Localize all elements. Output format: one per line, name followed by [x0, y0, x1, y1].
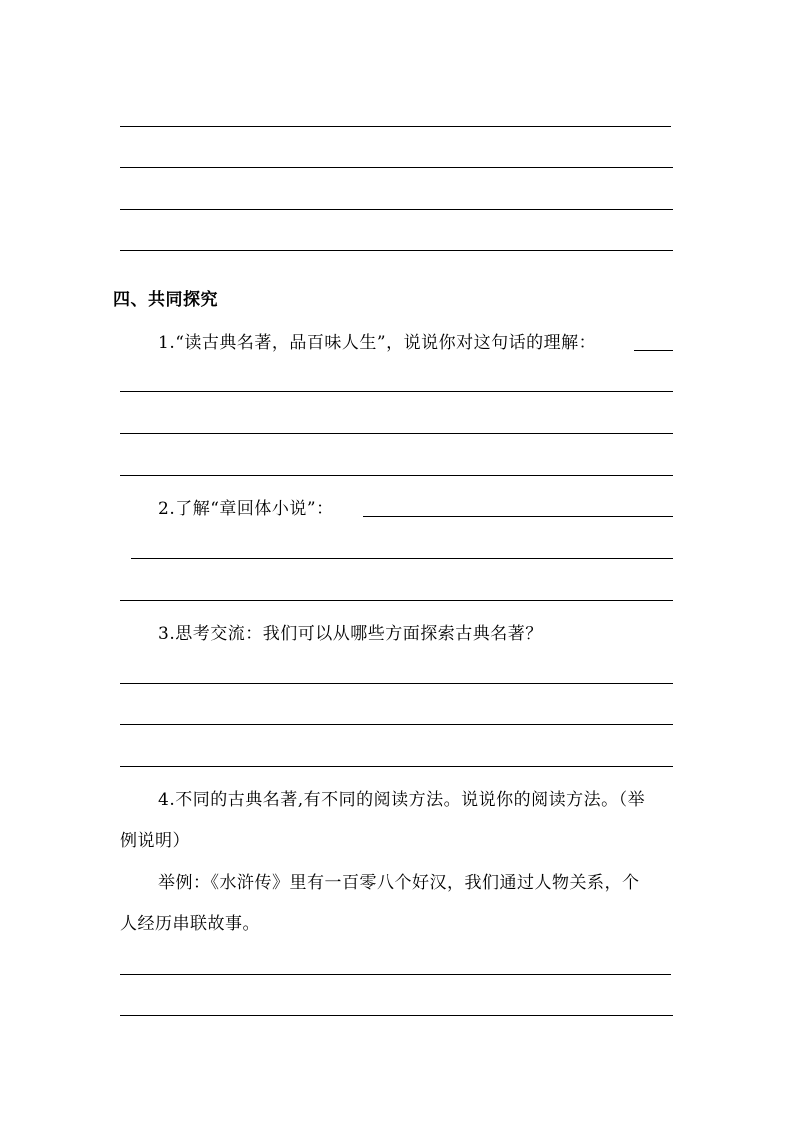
answer-line[interactable]	[120, 126, 671, 127]
question-4-text-line2: 例说明）	[120, 831, 190, 851]
answer-line[interactable]	[120, 766, 673, 767]
answer-line[interactable]	[120, 250, 673, 251]
answer-line[interactable]	[120, 683, 673, 684]
answer-line[interactable]	[120, 1015, 673, 1016]
answer-line-inline[interactable]	[634, 350, 673, 351]
answer-line[interactable]	[120, 391, 673, 392]
answer-line[interactable]	[120, 167, 673, 168]
answer-line[interactable]	[120, 724, 673, 725]
answer-line[interactable]	[120, 209, 673, 210]
answer-line[interactable]	[120, 600, 673, 601]
question-3-text: 3.思考交流：我们可以从哪些方面探索古典名著？	[158, 624, 543, 644]
answer-line[interactable]	[120, 974, 671, 975]
example-line2: 人经历串联故事。	[120, 914, 260, 934]
section-heading: 四、共同探究	[113, 290, 218, 310]
question-4-text-line1: 4.不同的古典名著,有不同的阅读方法。说说你的阅读方法。（举	[158, 790, 646, 810]
answer-line-inline[interactable]	[363, 516, 673, 517]
example-line1: 举例：《水浒传》里有一百零八个好汉，我们通过人物关系，个	[158, 873, 640, 893]
answer-line[interactable]	[120, 433, 673, 434]
answer-line[interactable]	[131, 558, 673, 559]
question-2-text: 2.了解“章回体小说”：	[158, 499, 334, 519]
question-1-text: 1.“读古典名著，品百味人生”，说说你对这句话的理解：	[158, 333, 597, 353]
answer-line[interactable]	[120, 475, 673, 476]
